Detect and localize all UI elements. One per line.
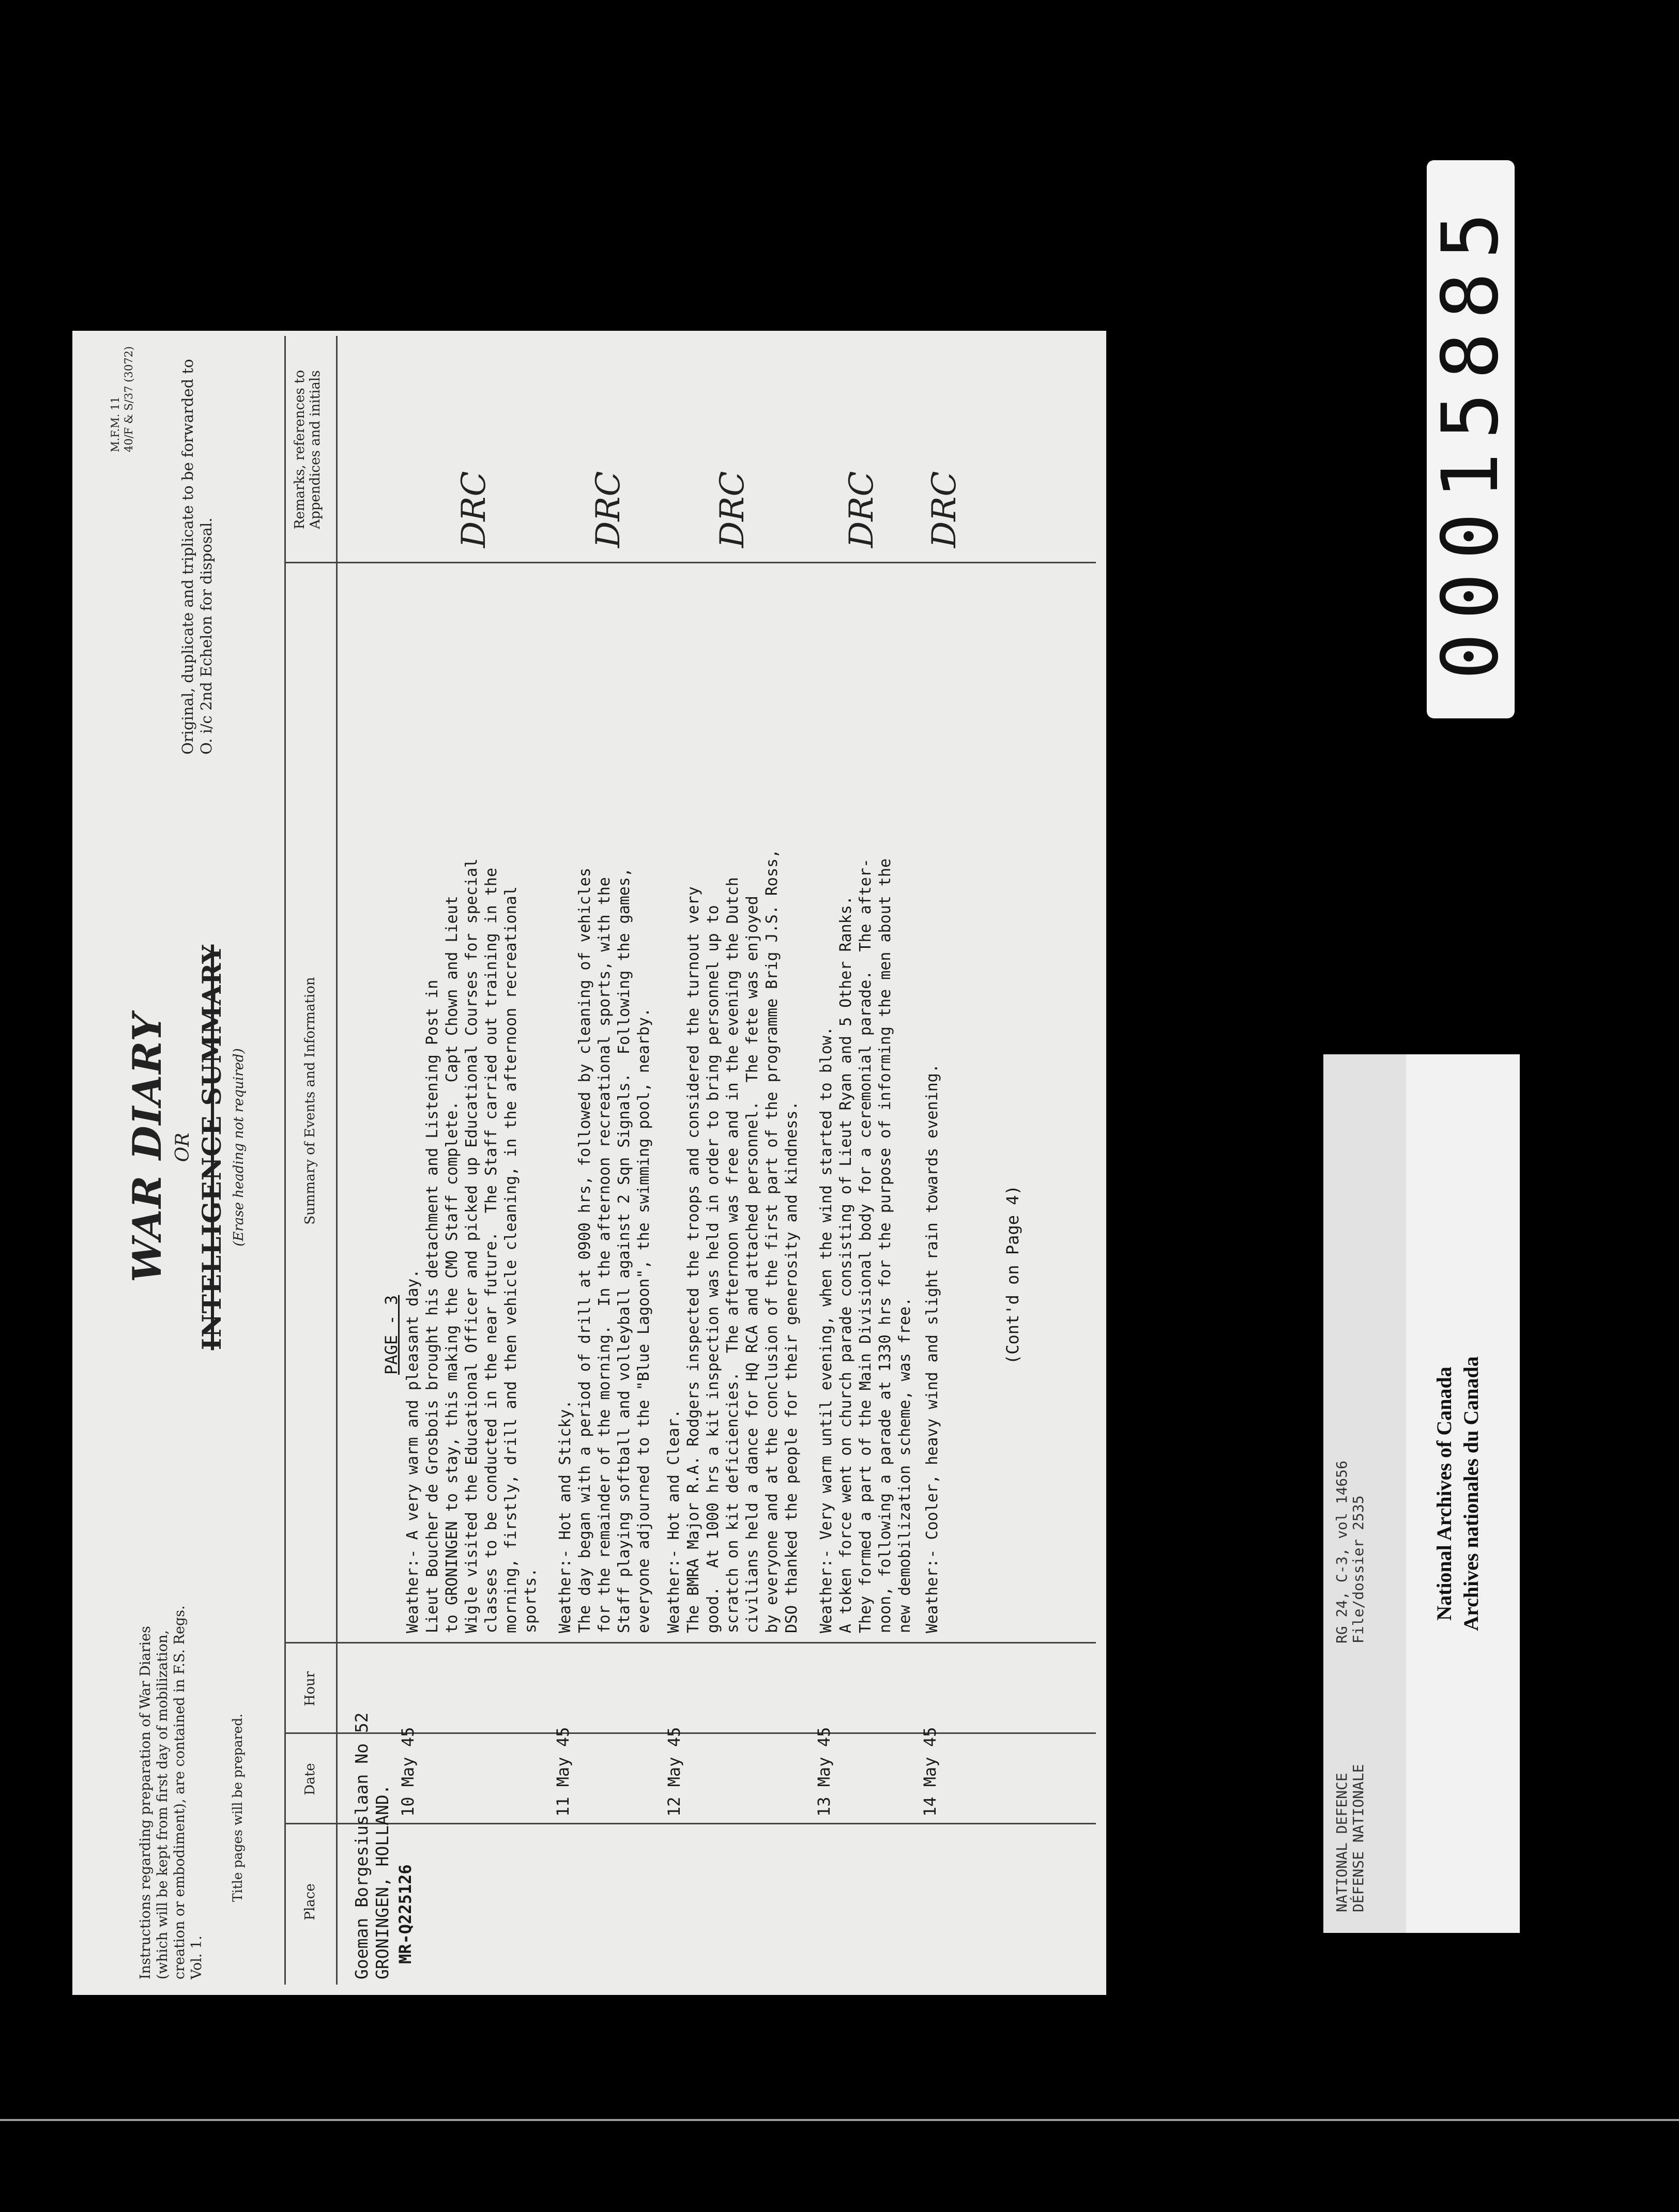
diary-entry: Weather:- Very warm until evening, when the wind started to blow. A token force went on church parade consisting of Lieut Ryan and 5 Other Ranks. They formed a part of the Main Divisional body for a ceremonial parade. The after- noon, following a parade at 1330 hrs for the purpose of informing the men about the new demobilization scheme, was free. xyxy=(817,858,914,1633)
column-divider xyxy=(284,1823,1096,1824)
column-divider xyxy=(284,562,1096,563)
initials-signature: DRC xyxy=(843,471,881,548)
diary-entry: Weather:- A very warm and pleasant day. Lieut Boucher de Grosbois brought his detachment and Listening Post in to GRONINGEN to stay, this making the CMO Staff complete. Capt Chown and Lieut Wigle visited the Educational Officer and picked up Educational Courses for special classes to be conducted in the near future. The Staff carried out training in the morning, firstly, drill and then vehicle cleaning, in the afternoon recreational sports. xyxy=(404,858,540,1633)
department-names xyxy=(1334,1764,1367,1912)
archive-name-en: National Archives of Canada xyxy=(1432,1366,1456,1621)
entry-date: 14 May 45 xyxy=(920,1727,940,1817)
file-reference xyxy=(1334,1461,1367,1643)
initials-signature: DRC xyxy=(925,471,964,548)
diary-entry: Weather:- Cooler, heavy wind and slight rain towards evening. xyxy=(923,1064,941,1633)
department-fr: DÉFENSE NATIONALE xyxy=(1350,1764,1367,1912)
entry-date: 10 May 45 xyxy=(398,1727,418,1817)
frame-counter xyxy=(1427,160,1515,718)
entry-date: 12 May 45 xyxy=(664,1727,684,1817)
diary-entry: Weather:- Hot and Sticky. The day began with a period of drill at 0900 hrs, followed by cleaning of vehicles for the remainder of the morning. In the afternoon recreational sports, with the Staff playing softball and volleyball against 2 Sqn Signals. Following the games, everyone adjourned to the "Blue Lagoon", the swimming pool, nearby. xyxy=(556,867,653,1633)
initials-signature: DRC xyxy=(455,471,493,548)
column-header-place: Place xyxy=(302,1883,318,1921)
table-header-rule xyxy=(336,336,338,1985)
column-header-hour: Hour xyxy=(302,1671,318,1707)
initials-signature: DRC xyxy=(589,471,628,548)
column-header-summary: Summary of Events and Information xyxy=(302,977,318,1225)
map-reference: MR-Q225126 xyxy=(395,1864,415,1964)
war-diary-title: WAR DIARY xyxy=(124,1012,170,1283)
title-or: OR xyxy=(172,1132,193,1162)
struck-heading: INTELLIGENCE SUMMARY xyxy=(196,944,227,1350)
diary-entry: Weather:- Hot and Clear. The BMRA Major R.A. Rodgers inspected the troops and considered the turnout very good. At 1000 hrs a kit inspection was held in order to bring personnel up to scratch on kit deficiencies. The afternoon was free and in the evening the Dutch civilians held a dance for HQ RCA and attached personnel. The fete was enjoyed by everyone and at the conclusion of the first part of the programme Brig J.S. Ross, DSO thanked the people for their generosity and kindness. xyxy=(665,849,801,1633)
erase-heading-note: (Erase heading not required) xyxy=(231,1048,247,1247)
initials-signature: DRC xyxy=(713,471,752,548)
column-header-remarks: Remarks, references to Appendices and initials xyxy=(292,370,323,530)
column-divider xyxy=(284,1642,1096,1643)
archive-label xyxy=(1323,1054,1520,1933)
place-entry: Goeman Borgesiuslaan No 52 GRONINGEN, HOLLAND. xyxy=(352,1712,392,1979)
file-dossier-ref: File/dossier 2535 xyxy=(1350,1495,1367,1643)
title-pages-note: Title pages will be prepared. xyxy=(230,1713,245,1902)
page-label: PAGE - 3 xyxy=(381,1295,401,1375)
table-top-rule xyxy=(284,336,286,1985)
entry-date: 13 May 45 xyxy=(814,1727,834,1817)
entry-date: 11 May 45 xyxy=(553,1727,573,1817)
instructions-text: Instructions regarding preparation of War Diaries (which will be kept from first day of mobilization, creation or embodiment), are contained in F.S. Regs. Vol. 1. xyxy=(138,1605,205,1979)
war-diary-page xyxy=(72,331,1106,1995)
frame-number: 00015885 xyxy=(1426,198,1516,680)
disposal-note: Original, duplicate and triplicate to be forwarded to O. i/c 2nd Echelon for disposal. xyxy=(179,359,215,755)
title-block xyxy=(124,910,247,1385)
archive-name-fr: Archives nationales du Canada xyxy=(1459,1356,1483,1631)
record-group-ref: RG 24, C-3, vol 14656 xyxy=(1333,1460,1350,1643)
department-en: NATIONAL DEFENCE xyxy=(1333,1773,1350,1912)
continued-note: (Cont'd on Page 4) xyxy=(1003,1185,1022,1364)
column-header-date: Date xyxy=(302,1763,318,1795)
form-code: M.F.M. 11 40/F & S/37 (3072) xyxy=(109,346,135,452)
film-edge-line xyxy=(0,2119,1679,2121)
